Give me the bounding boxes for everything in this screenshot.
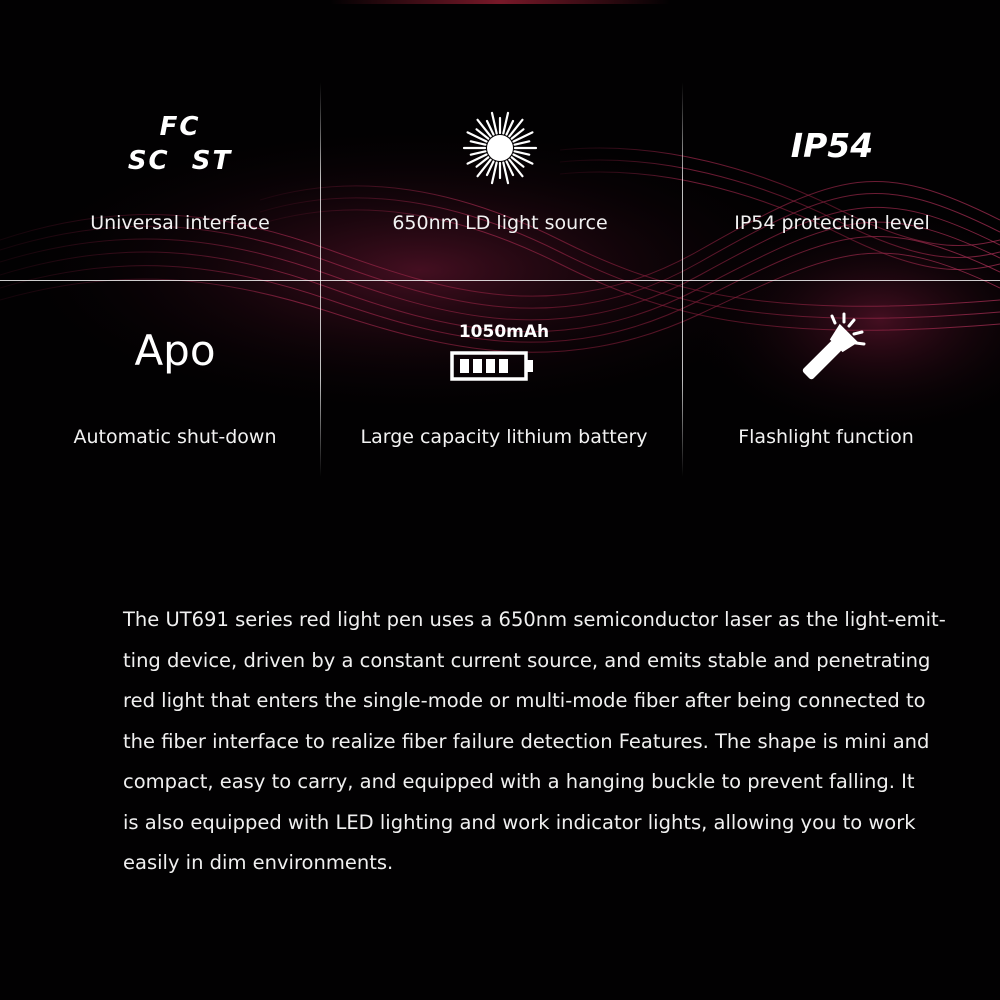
feature-label: Universal interface	[90, 212, 270, 234]
feature-label: 650nm LD light source	[392, 212, 608, 234]
laser-ray	[471, 151, 486, 154]
battery-icon	[450, 350, 536, 382]
feature-light-source	[340, 100, 660, 270]
laser-ray	[515, 141, 530, 144]
feature-battery	[344, 300, 664, 470]
grid-divider-horizontal	[0, 280, 1000, 281]
connector-types-icon	[20, 110, 340, 178]
description-line: compact, easy to carry, and equipped with a hanging buckle to prevent falling. It	[123, 770, 915, 793]
flashlight-icon	[782, 310, 872, 400]
laser-burst-icon	[460, 108, 540, 188]
description-line: ting device, driven by a constant current source, and emits stable and penetrating	[123, 648, 931, 672]
feature-label: Large capacity lithium battery	[360, 426, 648, 448]
feature-ip54	[672, 100, 992, 270]
description-line: red light that enters the single-mode or multi-mode fiber after being connected to	[123, 689, 926, 712]
top-glow-accent	[330, 0, 670, 4]
description-line: is also equipped with LED lighting and work indicator lights, allowing you to work	[123, 810, 916, 834]
laser-ray	[515, 151, 530, 154]
laser-ray	[471, 141, 486, 144]
connector-type-fc: FC	[159, 112, 201, 142]
description-line: The UT691 series red light pen uses a 650nm semiconductor laser as the light-emit-	[123, 608, 946, 631]
description-line: easily in dim environments.	[123, 851, 394, 874]
ip-rating-icon: IP54	[790, 126, 874, 165]
feature-universal-interface	[20, 100, 340, 270]
description-line: the fiber interface to realize fiber failure detection Features. The shape is mini and	[123, 729, 930, 753]
connector-type-sc-st: SC ST	[127, 146, 233, 176]
battery-capacity-text: 1050mAh	[458, 322, 550, 342]
feature-flashlight	[666, 300, 986, 470]
auto-off-icon: Apo	[134, 326, 216, 375]
feature-label: IP54 protection level	[734, 212, 930, 234]
feature-auto-shutdown	[15, 300, 335, 470]
feature-label: Flashlight function	[738, 426, 914, 448]
product-description	[123, 600, 946, 884]
feature-label: Automatic shut-down	[73, 426, 277, 448]
